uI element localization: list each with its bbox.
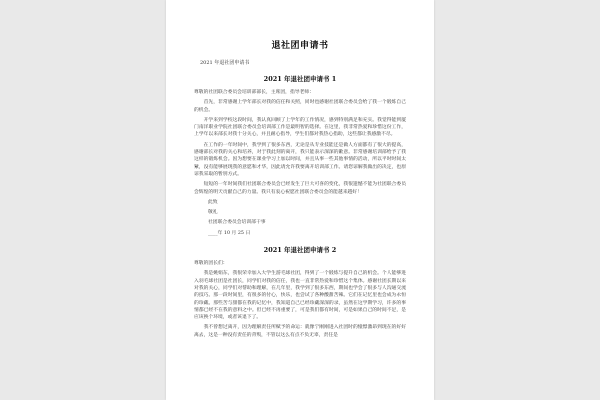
letter1-title: 2021 年退社团申请书 1 — [263, 75, 337, 83]
letter1-paragraph-3: 在工作的一年时间中，我学到了很多东西，无论是从专业技能还是做人方面都有了很大的提高，感谢部长对我的关心和培养，对于我此刻的离开，我只能表示深深的歉意。非常感谢培训部给予了我这样的锻炼机会。因为想要在课业学习上加以时间，并且从事一些其他事情的活动，所以平时时间太紧，没有能够展现我的意愿和才华，因此请允许我要离开培训部工作。请您谅解我做出的决定，也原谅我采取的暂别方式。 — [194, 142, 406, 177]
letter1-closing-2: 敬礼 — [208, 210, 218, 216]
letter1-signer: 社团联合委员会培训部干事 — [208, 220, 266, 226]
document-subtitle: 2021 年退社团申请书 — [200, 60, 250, 66]
page-title: 退社团申请书 — [271, 41, 329, 51]
letter2-paragraph-1: 我是姚娟东，我很荣幸加入大学生游毛球社团，得到了一个锻炼与提升自己的机会。个人能够进入羽毛球社团是社团长，同学们对我的信任，我也一直非常热爱和珍惜这个集体。感谢社团长期以来对我的关心，同学们对帮助和理解，在几年里，我学到了很多东西，期间也学会了很多与人沟通交流的技巧。那一段时间里，有很多的付心，快乐，也尝试了各种酸甜苦辣。它们在记忆里也会成为永恒的珍藏。那些苦与甜都在我的记忆中，我知道自己已经珍藏深深的录，虽然在这学期学习，许多的事情都已经不在我的意料之中。但已经不再重要了，可是我们都有时间，可是如果自己的时间不足，是应该换个环境，或者该退下了。 — [194, 271, 406, 321]
letter1-paragraph-4: 短短的一年时间我们社团联合委员会已经发生了巨大可喜的变化，我很遗憾不能为社团联合委员会辉煌的明天贡献自己的力量。我只有衷心祝愿社团联合委员会的能越来越好！ — [194, 182, 406, 195]
letter1-date: ____年 10 月 25 日 — [208, 230, 251, 236]
document-page — [166, 0, 434, 400]
letter1-paragraph-2: 开学来到学校这段时间，我认真回顾了上学年的工作情况，感到特别满足和充实。我觉得能到厦门南洋职业学院社团联合委员会培训部工作是最明智的选择。在这里，我非常热爱和珍惜这份工作，上学年以来部长对我十分关心，并且耐心指导，学生们都对我热心指助，这些都让我感激不尽。 — [194, 117, 406, 138]
letter2-salutation: 尊敬的团长们： — [194, 261, 228, 267]
letter1-closing-1: 此致 — [208, 199, 218, 205]
letter1-salutation: 尊敬的社团联合委员会培训部部长，主席团，指导老师： — [194, 90, 314, 95]
letter2-title: 2021 年退社团申请书 2 — [263, 246, 337, 255]
document-content — [194, 38, 406, 342]
letter1-paragraph-1: 首先，非常感谢上学年部长对我的信任和关照，同时也感谢社团联合委员会给了我一个锻炼自己的机会。 — [194, 100, 406, 113]
letter2-paragraph-2: 我不曾想过离开，因为理解责任所赋予的命运：就像宁刚刚进入社团时的憧憬激昂到现在的好好离去，这是一种没有责任的背叛，不管以这么有点不负无辜，责任是 — [194, 325, 406, 338]
